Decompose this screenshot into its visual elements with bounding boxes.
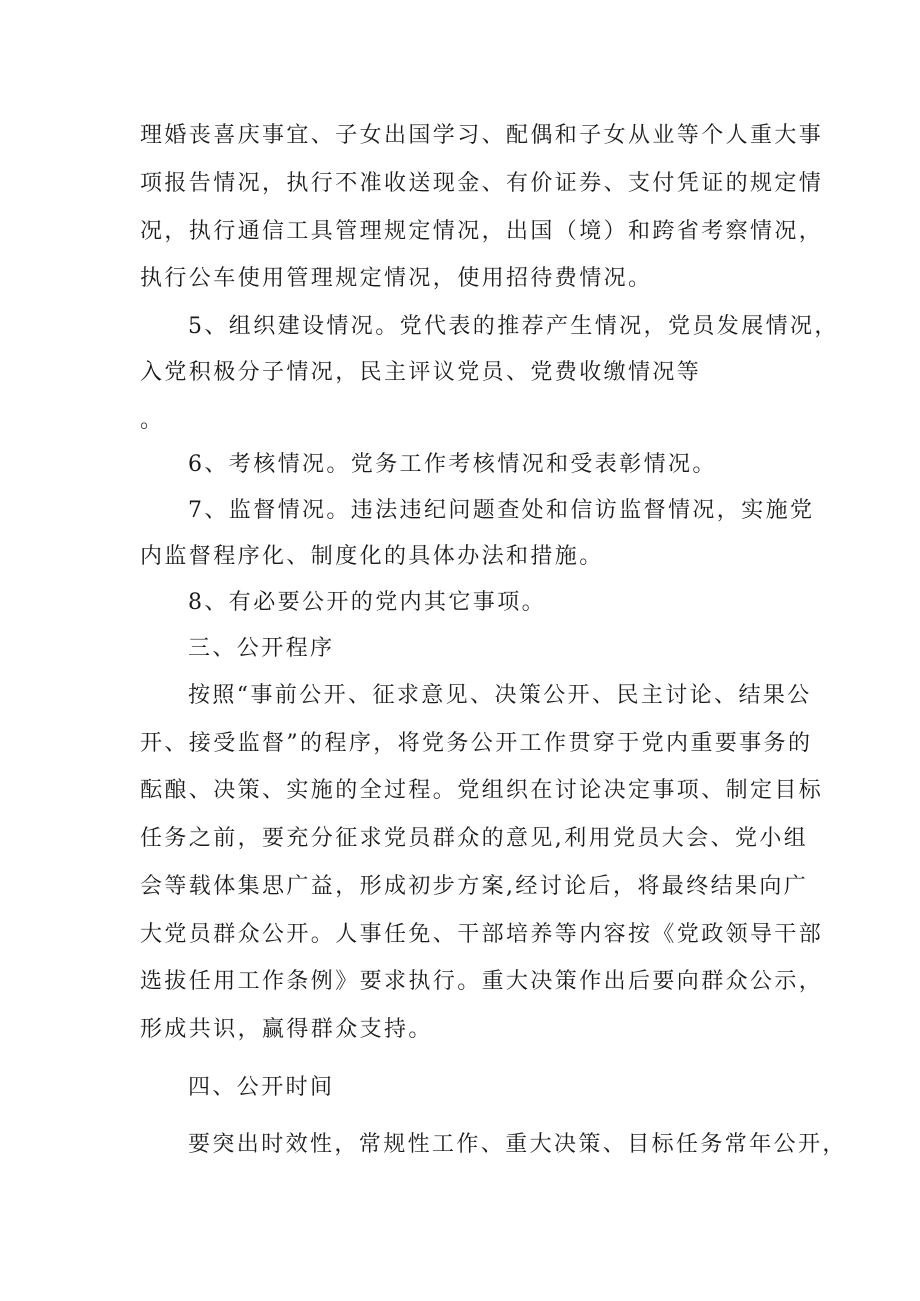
section-item-5-line-2: 入党积极分子情况，民主评议党员、党费收缴情况等 [140,360,702,385]
paragraph-procedure-line-4: 任务之前，要充分征求党员群众的意见,利用党员大会、党小组 [140,826,809,851]
paragraph-procedure-line-5: 会等载体集思广益，形成初步方案,经讨论后，将最终结果向广 [140,874,809,899]
paragraph-time-line-1: 要突出时效性，常规性工作、重大决策、目标任务常年公开， [188,1132,847,1157]
paragraph-procedure-line-7: 选拔任用工作条例》要求执行。重大决策作出后要向群众公示， [140,969,824,994]
paragraph-procedure-line-2: 开、接受监督”的程序，将党务公开工作贯穿于党内重要事务的 [140,731,813,756]
heading-section-3: 三、公开程序 [188,636,335,661]
section-item-5-line-1: 5、组织建设情况。党代表的推荐产生情况，党员发展情况， [188,314,839,339]
body-line-4: 执行公车使用管理规定情况，使用招待费情况。 [140,266,653,291]
paragraph-procedure-line-3: 酝酿、决策、实施的全过程。党组织在讨论决定事项、制定目标 [140,778,824,803]
paragraph-procedure-line-6: 大党员群众公开。人事任免、干部培养等内容按《党政领导干部 [140,922,824,947]
paragraph-procedure-line-8: 形成共识，赢得群众支持。 [140,1017,433,1042]
section-item-6: 6、考核情况。党务工作考核情况和受表彰情况。 [188,452,717,477]
section-item-7-line-1: 7、监督情况。违法违纪问题查处和信访监督情况，实施党 [188,498,815,523]
body-line-2: 项报告情况，执行不准收送现金、有价证券、支付凭证的规定情 [140,171,824,196]
section-item-7-line-2: 内监督程序化、制度化的具体办法和措施。 [140,544,604,569]
body-line-1: 理婚丧喜庆事宜、子女出国学习、配偶和子女从业等个人重大事 [140,123,824,148]
section-item-8: 8、有必要公开的党内其它事项。 [188,590,546,615]
paragraph-procedure-line-1: 按照“事前公开、征求意见、决策公开、民主讨论、结果公 [188,683,812,708]
section-item-5-line-3: 。 [140,408,165,433]
heading-section-4: 四、公开时间 [188,1075,335,1100]
body-line-3: 况，执行通信工具管理规定情况，出国（境）和跨省考察情况， [140,219,824,244]
